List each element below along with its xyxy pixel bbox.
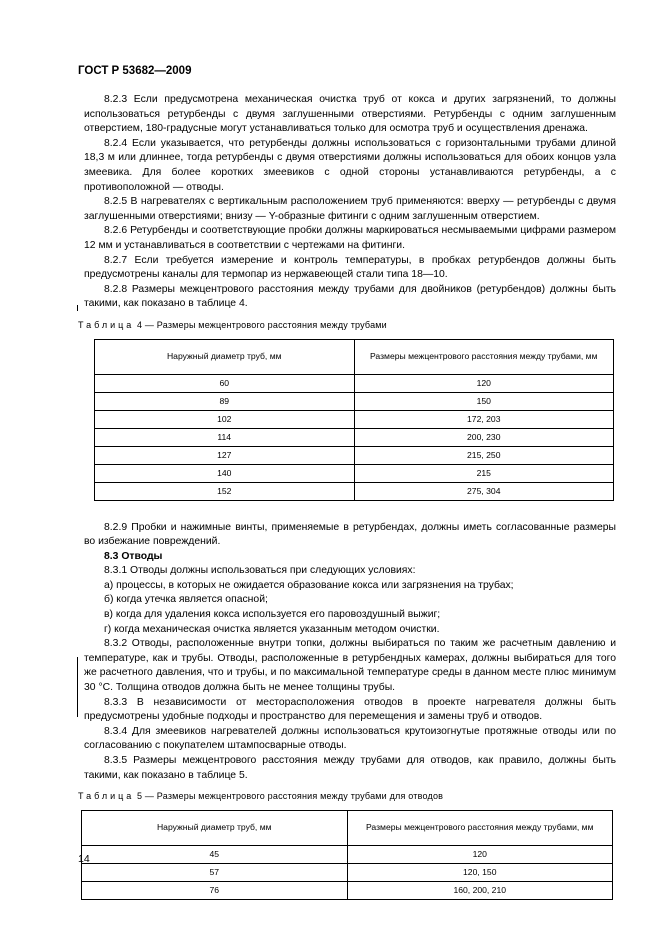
paragraph-8-3-2: 8.3.2 Отводы, расположенные внутри топки, должны выбираться по таким же расчетным давлению и температуре, как и трубы. Отводы, расположенные в ретурбендных камерах, должны выбираться для того же расчетного давления, что и трубы, и по максимальной температуре среды в данном месте плюс минимум 30 °С. Толщина отводов должна быть не менее толщины трубы. xyxy=(84,638,616,694)
table-row xyxy=(95,410,614,428)
table-5-caption-text: 5 — Размеры межцентрового расстояния между трубами для отводов xyxy=(137,791,444,802)
paragraph-8-3-4: 8.3.4 Для змеевиков нагревателей должны использоваться крутоизогнутые протяжные отводы или по согласованию с покупателем штампосварные отводы. xyxy=(84,725,616,752)
table-5-header-diameter: Наружный диаметр труб, мм xyxy=(82,810,348,845)
table-cell: 89 xyxy=(95,392,355,410)
table-row xyxy=(82,845,613,863)
table-row xyxy=(95,446,614,464)
table-row xyxy=(95,392,614,410)
table-4-caption-text: 4 — Размеры межцентрового расстояния между трубами xyxy=(137,319,387,330)
table-cell: 102 xyxy=(95,410,355,428)
table-5-header-distance: Размеры межцентрового расстояния между трубами, мм xyxy=(347,810,613,845)
paragraph-8-2-9: 8.2.9 Пробки и нажимные винты, применяемые в ретурбендах, должны иметь согласованные размеры во избежание повреждений. xyxy=(84,521,616,548)
list-item: г) когда механическая очистка является указанным методом очистки. xyxy=(104,623,440,635)
table-row xyxy=(82,881,613,899)
paragraph-8-2-6: 8.2.6 Ретурбенды и соответствующие пробки должны маркироваться несмываемыми цифрами размером 12 мм и устанавливаться в соответствии с чертежами на фитинги. xyxy=(84,225,616,251)
table-row xyxy=(95,428,614,446)
table-cell: 120 xyxy=(347,845,613,863)
paragraph-8-2-8: 8.2.8 Размеры межцентрового расстояния между трубами для двойников (ретурбендов) должны быть такими, как показано в таблице 4. xyxy=(84,283,616,310)
table-cell: 172, 203 xyxy=(354,410,614,428)
paragraph-8-3-3: 8.3.3 В независимости от месторасположения отводов в проекте нагревателя должны быть предусмотрены удобные подходы и пространство для перемещения и замены труб и отводов. xyxy=(84,696,616,723)
change-bar xyxy=(77,305,78,311)
table-cell: 140 xyxy=(95,464,355,482)
table-cell: 114 xyxy=(95,428,355,446)
table-cell: 120 xyxy=(354,374,614,392)
table-row xyxy=(82,863,613,881)
table-4 xyxy=(94,339,614,501)
paragraph-8-2-4: 8.2.4 Если указывается, что ретурбенды должны использоваться с горизонтальными трубами длиной 18,3 м или длиннее, тогда ретурбенды с двумя отверстиями должны использоваться для обоих концов узла змеевика. Для более коротких змеевиков с одной стороны устанавливаются ретурбенды, а с противоположной — отводы. xyxy=(84,137,616,193)
table-cell: 57 xyxy=(82,863,348,881)
table-row xyxy=(95,464,614,482)
table-5 xyxy=(81,810,613,900)
table-5-caption xyxy=(78,789,616,804)
table-5-caption-prefix: Таблица xyxy=(78,791,135,802)
table-cell: 215 xyxy=(354,464,614,482)
page-number: 14 xyxy=(78,853,90,865)
table-cell: 160, 200, 210 xyxy=(347,881,613,899)
table-cell: 120, 150 xyxy=(347,863,613,881)
document-header: ГОСТ Р 53682—2009 xyxy=(78,65,192,77)
table-cell: 127 xyxy=(95,446,355,464)
table-cell: 215, 250 xyxy=(354,446,614,464)
list-item: а) процессы, в которых не ожидается образование кокса или загрязнения на трубах; xyxy=(104,579,514,591)
table-4-header-distance: Размеры межцентрового расстояния между трубами, мм xyxy=(354,339,614,374)
list-item: в) когда для удаления кокса используется его паровоздушный выжиг; xyxy=(104,609,441,621)
section-heading-8-3: 8.3 Отводы xyxy=(104,550,163,562)
change-bar xyxy=(77,657,78,717)
paragraph-8-3-5: 8.3.5 Размеры межцентрового расстояния между трубами для отводов, как правило, должны быть такими, как показано в таблице 5. xyxy=(84,755,616,781)
paragraph-8-2-7: 8.2.7 Если требуется измерение и контроль температуры, в пробках ретурбендов должны быть предусмотрены каналы для термопар из нержавеющей стали типа 18—10. xyxy=(84,254,616,281)
paragraph-8-2-3: 8.2.3 Если предусмотрена механическая очистка труб от кокса и других загрязнений, то должны использоваться ретурбенды с двумя заглушенными отверстиями. Ретурбенды с одним заглушенным отверстием, 180-градусные могут устанавливаться только для осмотра труб и осуществления дренажа. xyxy=(84,94,616,135)
table-cell: 275, 304 xyxy=(354,482,614,500)
table-4-caption xyxy=(78,318,616,333)
table-row xyxy=(95,482,614,500)
document-body xyxy=(78,93,616,900)
paragraph-8-2-5: 8.2.5 В нагревателях с вертикальным расположением труб применяются: вверху — ретурбенды с двумя заглушенными отверстиями; внизу — Y-образные фитинги с одним заглушенным отверстием. xyxy=(84,196,616,222)
table-cell: 45 xyxy=(82,845,348,863)
table-row xyxy=(95,374,614,392)
paragraph-8-3-1: 8.3.1 Отводы должны использоваться при следующих условиях: xyxy=(104,565,416,577)
table-4-caption-prefix: Таблица xyxy=(78,319,135,330)
table-4-header-diameter: Наружный диаметр труб, мм xyxy=(95,339,355,374)
table-cell: 150 xyxy=(354,392,614,410)
table-cell: 76 xyxy=(82,881,348,899)
table-cell: 152 xyxy=(95,482,355,500)
table-cell: 200, 230 xyxy=(354,428,614,446)
table-cell: 60 xyxy=(95,374,355,392)
list-item: б) когда утечка является опасной; xyxy=(104,594,268,606)
